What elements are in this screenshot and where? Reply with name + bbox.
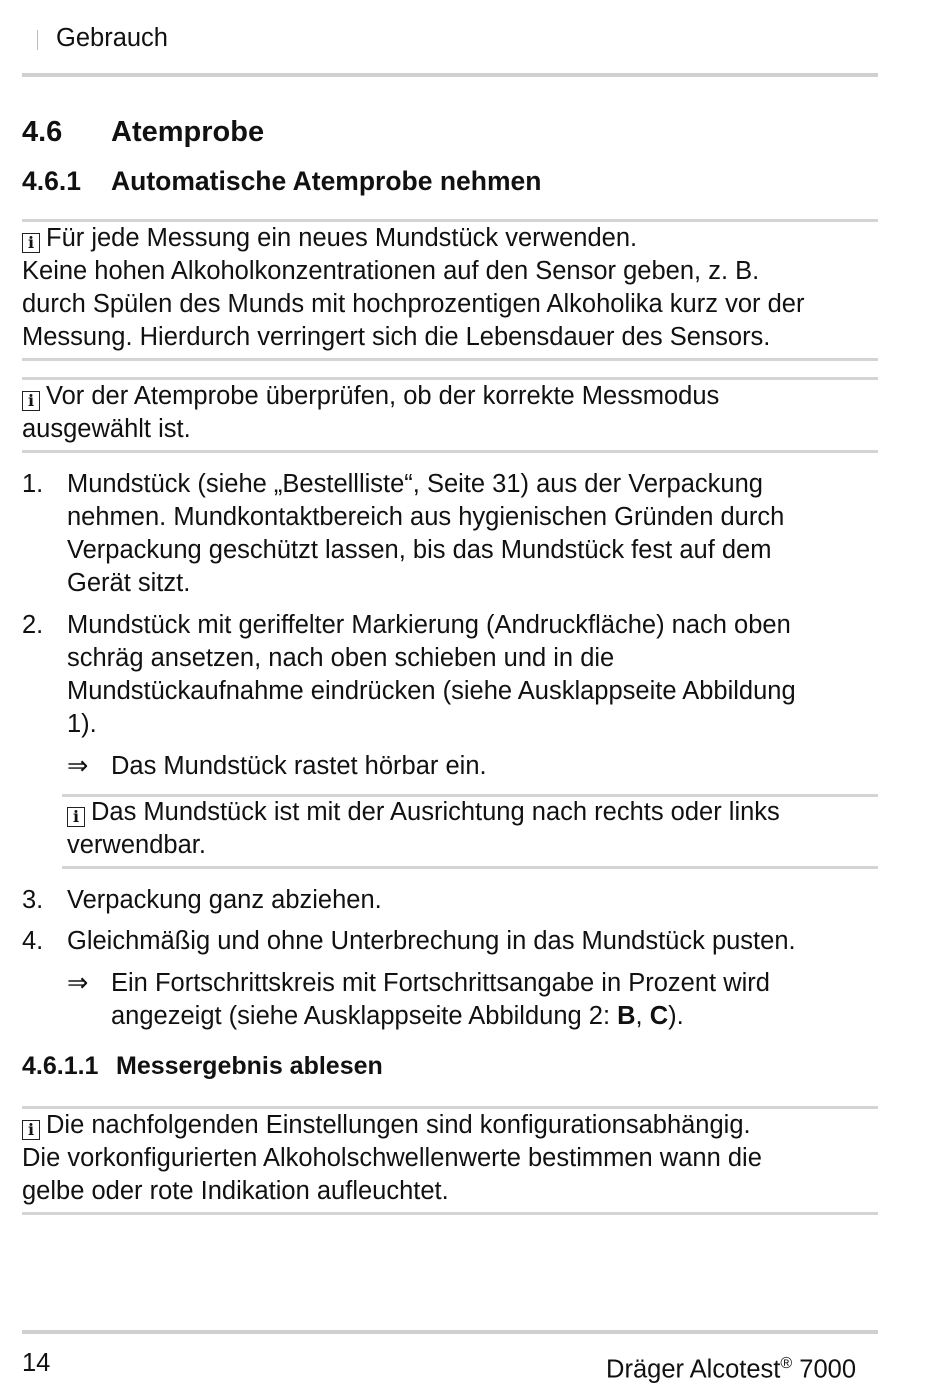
note-text: Die nachfolgenden Einstellungen sind konfigurationsabhängig. <box>46 1111 751 1139</box>
step-result: Das Mundstück rastet hörbar ein. <box>111 752 487 780</box>
step-number: 4. <box>22 927 44 955</box>
step-text: Gleichmäßig und ohne Unterbrechung in das Mundstück pusten. <box>67 927 796 955</box>
info-note <box>22 380 719 446</box>
result-text: ). <box>668 1002 684 1030</box>
info-icon: i <box>67 807 85 827</box>
note-text: Die vorkonfigurierten Alkoholschwellenwerte bestimmen wann die <box>22 1144 762 1172</box>
note-divider <box>22 1212 878 1215</box>
step-result <box>111 967 770 1033</box>
info-icon: i <box>22 233 40 253</box>
page-number: 14 <box>22 1349 51 1377</box>
note-text: Keine hohen Alkoholkonzentrationen auf den Sensor geben, z. B. <box>22 257 760 285</box>
info-note <box>22 1109 762 1208</box>
heading-number: 4.6 <box>22 116 63 148</box>
subheading-number: 4.6.1 <box>22 166 81 196</box>
step-line: Mundstückaufnahme eindrücken (siehe Ausklappseite Abbildung <box>67 677 796 705</box>
step-line: 1). <box>67 710 97 738</box>
result-text: angezeigt (siehe Ausklappseite Abbildung 2: <box>111 1002 618 1030</box>
subsubheading-title: Messergebnis ablesen <box>116 1052 383 1080</box>
result-line: Ein Fortschrittskreis mit Fortschrittsangabe in Prozent wird <box>111 969 770 997</box>
step-line: nehmen. Mundkontaktbereich aus hygienischen Gründen durch <box>67 503 785 531</box>
info-note <box>67 796 780 862</box>
info-icon: i <box>22 391 40 411</box>
step-number: 3. <box>22 886 44 914</box>
step-text <box>67 609 796 741</box>
subsubheading-number: 4.6.1.1 <box>22 1052 99 1080</box>
header-divider <box>22 73 878 77</box>
product-name <box>606 1347 856 1387</box>
header-section: Gebrauch <box>56 24 168 52</box>
header-bar-mark <box>37 30 38 50</box>
subheading-title: Automatische Atemprobe nehmen <box>111 166 542 196</box>
note-text: durch Spülen des Munds mit hochprozentigen Alkoholika kurz vor der <box>22 290 805 318</box>
heading-title: Atemprobe <box>111 116 265 148</box>
result-arrow-icon: ⇒ <box>67 752 89 780</box>
step-text <box>67 468 784 600</box>
note-text: Das Mundstück ist mit der Ausrichtung nach rechts oder links <box>91 798 780 826</box>
info-note <box>22 222 804 354</box>
figure-label-c: C <box>649 1002 669 1030</box>
figure-label-b: B <box>617 1002 636 1030</box>
step-number: 2. <box>22 611 44 639</box>
result-arrow-icon: ⇒ <box>67 969 89 997</box>
note-text: Vor der Atemprobe überprüfen, ob der korrekte Messmodus <box>46 382 720 410</box>
note-text: gelbe oder rote Indikation aufleuchtet. <box>22 1177 449 1205</box>
note-divider <box>22 358 878 361</box>
note-text: Messung. Hierdurch verringert sich die Lebensdauer des Sensors. <box>22 323 771 351</box>
nested-divider <box>62 866 878 869</box>
info-icon: i <box>22 1120 40 1140</box>
step-line: schräg ansetzen, nach oben schieben und in die <box>67 644 615 672</box>
step-line: Mundstück mit geriffelter Markierung (Andruckfläche) nach oben <box>67 611 791 639</box>
step-line: Verpackung geschützt lassen, bis das Mundstück fest auf dem <box>67 536 772 564</box>
product-brand: Dräger Alcotest <box>606 1355 781 1384</box>
separator: , <box>635 1002 650 1030</box>
note-text: verwendbar. <box>67 831 206 859</box>
note-text: ausgewählt ist. <box>22 415 191 443</box>
step-line: Mundstück (siehe „Bestellliste“, Seite 31) aus der Verpackung <box>67 470 763 498</box>
registered-mark: ® <box>780 1355 793 1372</box>
note-text: Für jede Messung ein neues Mundstück verwenden. <box>46 224 638 252</box>
step-text: Verpackung ganz abziehen. <box>67 886 382 914</box>
footer-divider <box>22 1330 878 1334</box>
step-line: Gerät sitzt. <box>67 569 191 597</box>
note-divider <box>22 450 878 453</box>
step-number: 1. <box>22 470 44 498</box>
product-model: 7000 <box>792 1355 856 1384</box>
result-line <box>111 1000 770 1033</box>
